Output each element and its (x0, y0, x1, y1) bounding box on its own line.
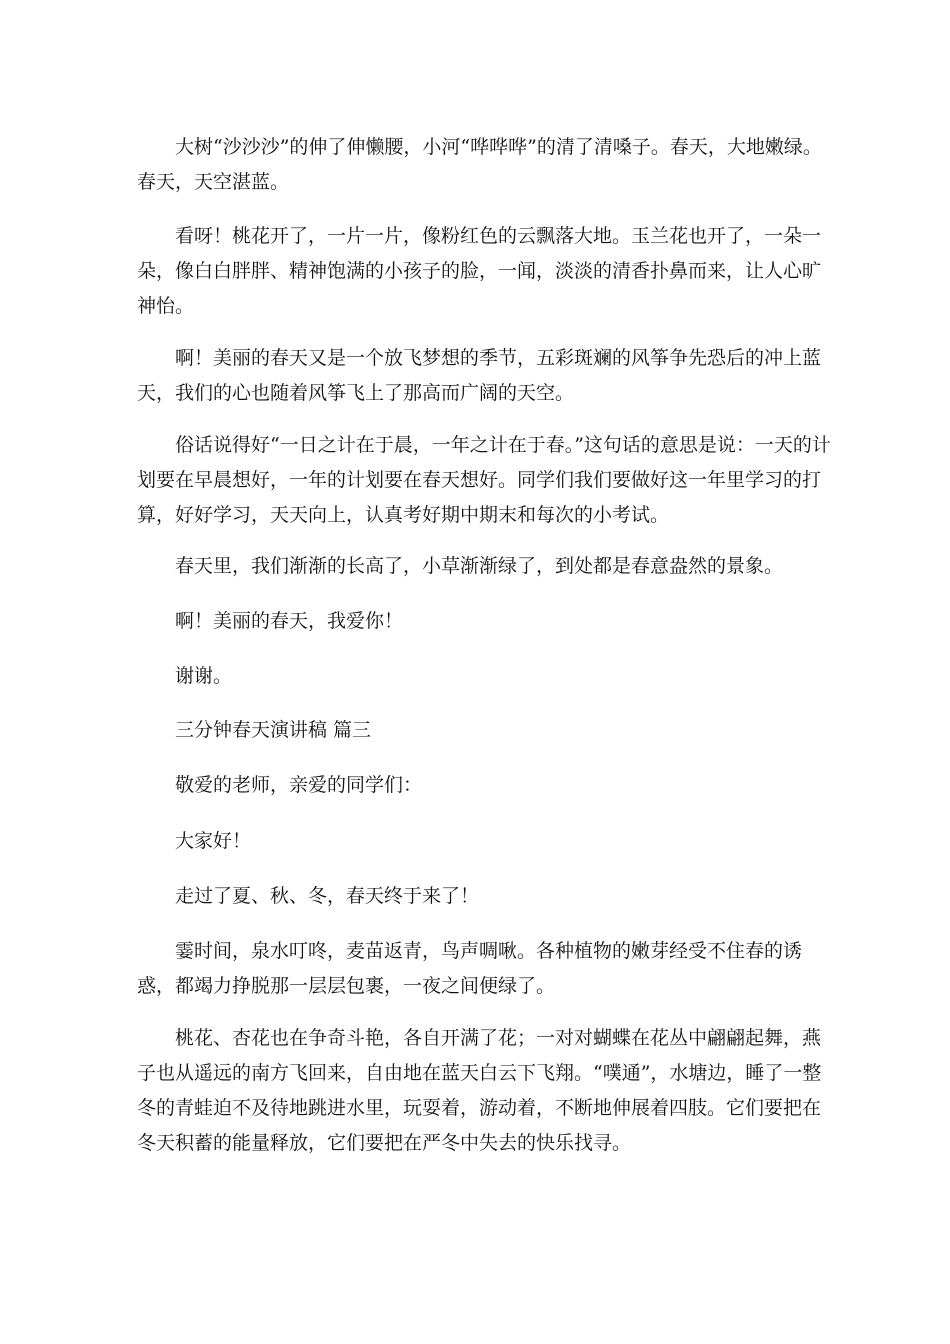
paragraph-proverb: 俗话说得好“一日之计在于晨，一年之计在于春。”这句话的意思是说：一天的计划要在早晨想好，一年的计划要在春天想好。同学们我们要做好这一年里学习的打算，好好学习，天天向上，认真考好期中期末和每次的小考试。 (137, 434, 831, 526)
paragraph-growing: 春天里，我们渐渐的长高了，小草渐渐绿了，到处都是春意盎然的景象。 (175, 555, 784, 577)
paragraph-salutation: 敬爱的老师，亲爱的同学们： (175, 774, 423, 796)
paragraph-love-spring: 啊！美丽的春天，我爱你！ (175, 610, 404, 632)
paragraph-flowers: 看呀！桃花开了，一片一片，像粉红色的云飘落大地。玉兰花也开了，一朵一朵，像白白胖胖、精神饱满的小孩子的脸，一闻，淡淡的清香扑鼻而来，让人心旷神怡。 (137, 225, 822, 317)
paragraph-thanks: 谢谢。 (175, 665, 233, 687)
section-heading: 三分钟春天演讲稿 篇三 (175, 719, 372, 741)
paragraph-plants: 霎时间，泉水叮咚，麦苗返青，鸟声啁啾。各种植物的嫩芽经受不住春的诱惑，都竭力挣脱那一层层包裹，一夜之间便绿了。 (137, 940, 803, 997)
paragraph-trees-rivers: 大树“沙沙沙”的伸了伸懒腰，小河“哗哗哗”的清了清嗓子。春天，大地嫩绿。春天，天空湛蓝。 (137, 136, 822, 193)
paragraph-kites: 啊！美丽的春天又是一个放飞梦想的季节，五彩斑斓的风筝争先恐后的冲上蓝天，我们的心也随着风筝飞上了那高而广阔的天空。 (137, 347, 822, 404)
paragraph-greeting: 大家好！ (175, 830, 252, 852)
paragraph-spring-arrives: 走过了夏、秋、冬，春天终于来了！ (175, 885, 480, 907)
paragraph-animals: 桃花、杏花也在争奇斗艳，各自开满了花；一对对蝴蝶在花丛中翩翩起舞，燕子也从遥远的南方飞回来，自由地在蓝天白云下飞翔。“噗通”，水塘边，睡了一整冬的青蛙迫不及待地跳进水里，玩耍着，游动着，不断地伸展着四肢。它们要把在冬天积蓄的能量释放，它们要把在严冬中失去的快乐找寻。 (137, 1027, 822, 1154)
